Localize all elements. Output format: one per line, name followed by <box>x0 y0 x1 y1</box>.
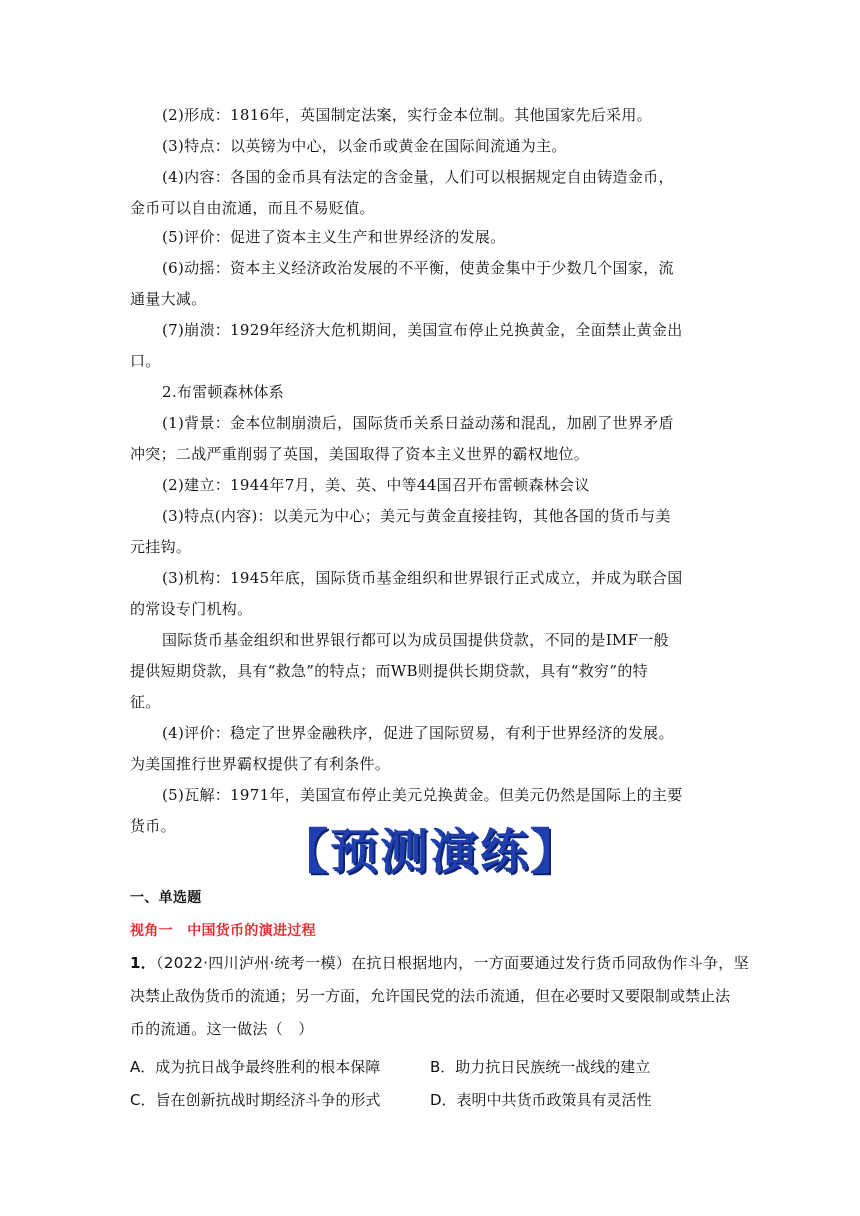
paragraph-evaluation: (5)评价：促进了资本主义生产和世界经济的发展。 <box>162 228 506 246</box>
option-a[interactable]: A．成为抗日战争最终胜利的根本保障 <box>130 1058 381 1076</box>
paragraph-shaken-cont: 通量大减。 <box>130 290 207 308</box>
practice-banner: 【预测演练】 <box>279 823 580 880</box>
paragraph-collapse-cont: 口。 <box>130 352 161 370</box>
paragraph-background-cont: 冲突；二战严重削弱了英国，美国取得了资本主义世界的霸权地位。 <box>130 445 590 463</box>
paragraph-establishment: (2)建立：1944年7月，美、英、中等44国召开布雷顿森林会议 <box>162 476 590 494</box>
paragraph-institutions: (3)机构：1945年底，国际货币基金组织和世界银行正式成立，并成为联合国 <box>162 569 683 587</box>
question-1-line-3: 币的流通。这一做法（ ） <box>130 1020 314 1038</box>
paragraph-shaken: (6)动摇：资本主义经济政治发展的不平衡，使黄金集中于少数几个国家，流 <box>162 259 674 277</box>
paragraph-institutions-cont: 的常设专门机构。 <box>130 600 253 618</box>
paragraph-imf-wb-end: 征。 <box>130 693 161 711</box>
question-number: 1． <box>130 954 157 972</box>
option-c[interactable]: C．旨在创新抗战时期经济斗争的形式 <box>130 1091 381 1109</box>
question-1-line-1 <box>130 948 749 979</box>
paragraph-evaluation-2: (4)评价：稳定了世界金融秩序，促进了国际贸易，有利于世界经济的发展。 <box>162 724 674 742</box>
paragraph-dissolution: (5)瓦解：1971年，美国宣布停止美元兑换黄金。但美元仍然是国际上的主要 <box>162 786 683 804</box>
question-source: （2022·四川泸州·统考一模） <box>156 954 352 972</box>
paragraph-collapse: (7)崩溃：1929年经济大危机期间，美国宣布停止兑换黄金，全面禁止黄金出 <box>162 321 683 339</box>
option-b[interactable]: B．助力抗日民族统一战线的建立 <box>430 1058 651 1076</box>
paragraph-content: (4)内容：各国的金币具有法定的含金量，人们可以根据规定自由铸造金币， <box>162 168 674 186</box>
paragraph-characteristics: (3)特点(内容)：以美元为中心；美元与黄金直接挂钩，其他各国的货币与美 <box>162 507 671 525</box>
section-title: 一、单选题 <box>130 890 202 906</box>
paragraph-evaluation-2-cont: 为美国推行世界霸权提供了有利条件。 <box>130 755 391 773</box>
paragraph-dissolution-cont: 货币。 <box>130 817 176 835</box>
paragraph-imf-wb: 国际货币基金组织和世界银行都可以为成员国提供贷款，不同的是IMF一般 <box>162 631 669 649</box>
view-title: 视角一 中国货币的演进过程 <box>130 923 316 939</box>
subheading-bretton-woods: 2.布雷顿森林体系 <box>162 383 285 401</box>
question-stem-start: 在抗日根据地内，一方面要通过发行货币同敌伪作斗争，坚 <box>351 954 749 972</box>
paragraph-imf-wb-cont: 提供短期贷款，具有“救急”的特点；而WB则提供长期贷款，具有“救穷”的特 <box>130 662 648 680</box>
paragraph-characteristics-cont: 元挂钩。 <box>130 538 192 556</box>
question-1-line-2: 决禁止敌伪货币的流通；另一方面，允许国民党的法币流通，但在必要时又要限制或禁止法 <box>130 987 731 1005</box>
paragraph-features: (3)特点：以英镑为中心，以金币或黄金在国际间流通为主。 <box>162 137 567 155</box>
option-d[interactable]: D．表明中共货币政策具有灵活性 <box>430 1091 652 1109</box>
paragraph-formation: (2)形成：1816年，英国制定法案，实行金本位制。其他国家先后采用。 <box>162 106 652 124</box>
paragraph-background: (1)背景：金本位制崩溃后，国际货币关系日益动荡和混乱，加剧了世界矛盾 <box>162 414 674 432</box>
paragraph-content-cont: 金币可以自由流通，而且不易贬值。 <box>130 199 375 217</box>
